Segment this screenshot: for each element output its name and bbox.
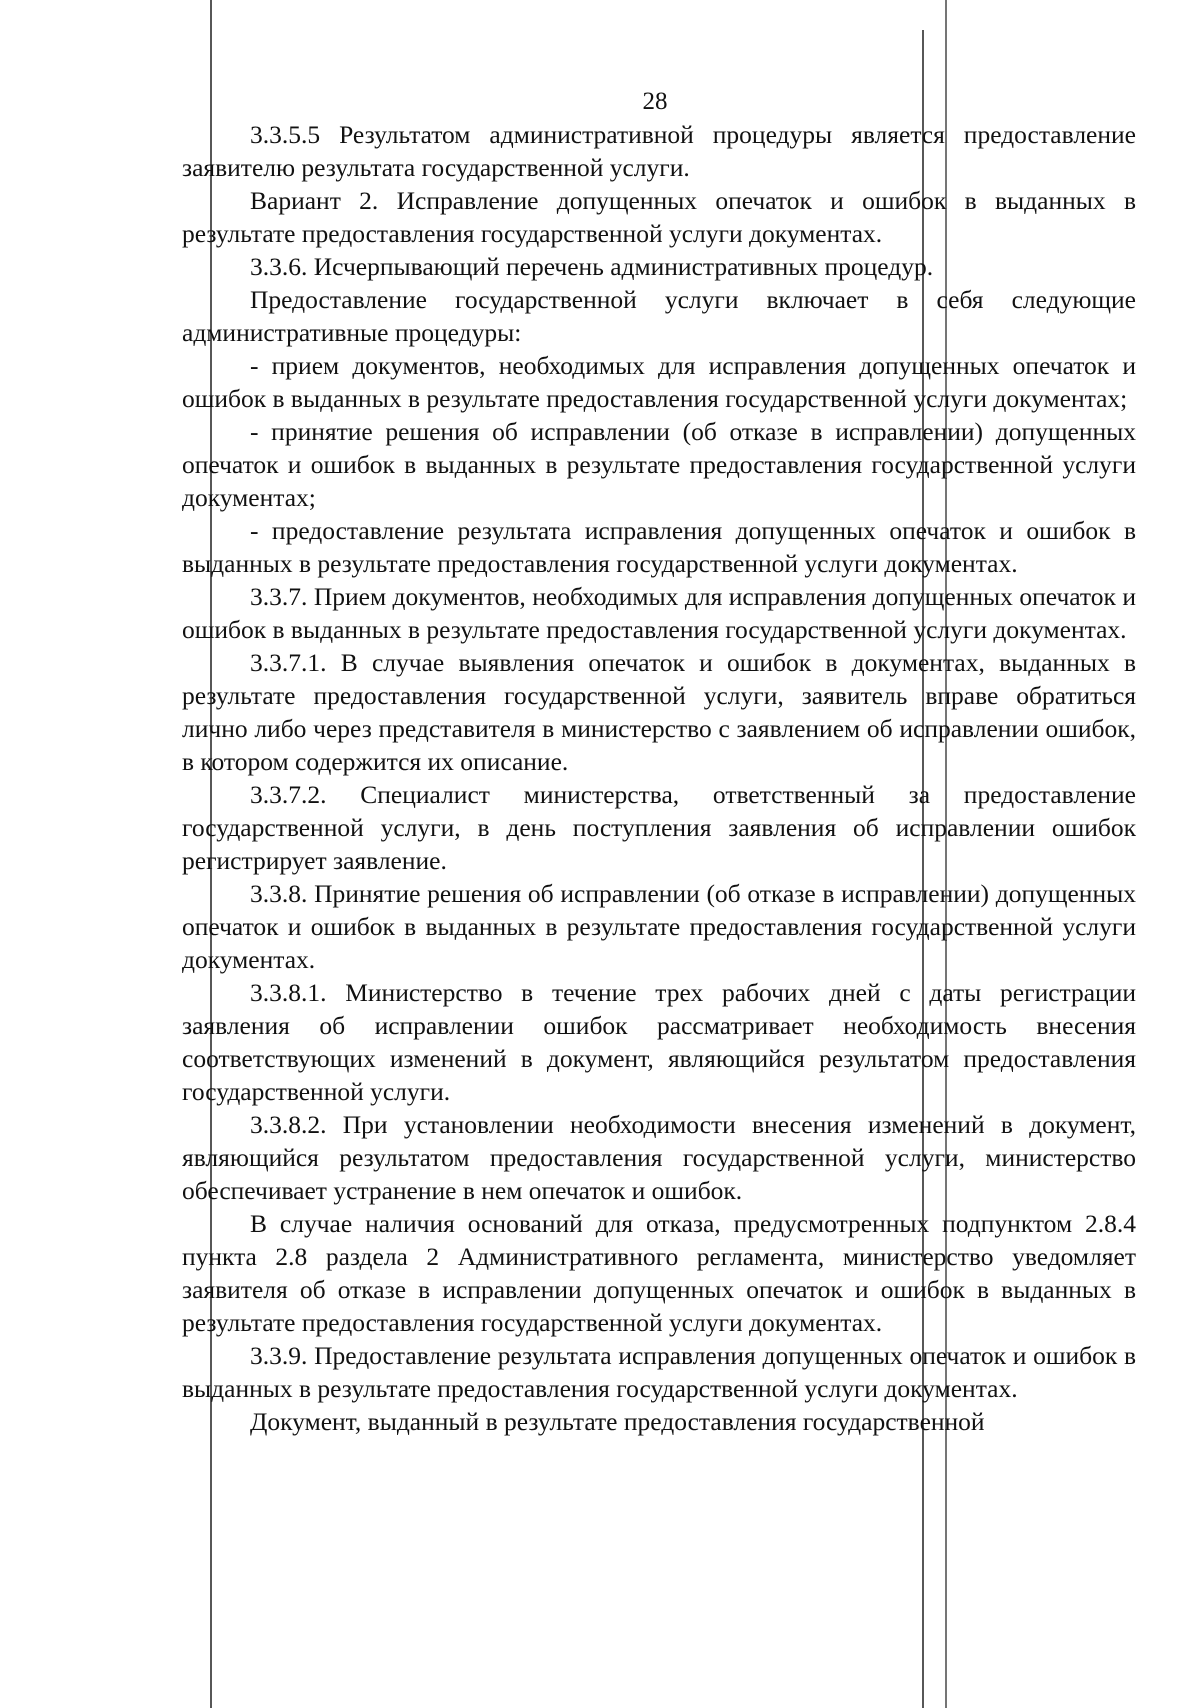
page-number: 28	[642, 88, 668, 115]
paragraph-3-3-6: 3.3.6. Исчерпывающий перечень административных процедур.	[250, 252, 934, 281]
paragraph-3-3-7-2: 3.3.7.2. Специалист министерства, ответственный за предоставление государственной услуги, в день поступления заявления об исправлении ошибок регистрирует заявление.	[182, 780, 1136, 875]
list-item-result: - предоставление результата исправления допущенных опечаток и ошибок в выданных в результате предоставления государственной услуги документах.	[182, 516, 1136, 578]
list-item-decision: - принятие решения об исправлении (об отказе в исправлении) допущенных опечаток и ошибок в выданных в результате предоставления государственной услуги документах;	[182, 417, 1136, 512]
paragraph-3-3-7: 3.3.7. Прием документов, необходимых для исправления допущенных опечаток и ошибок в выданных в результате предоставления государственной услуги документах.	[182, 582, 1136, 644]
paragraph-refusal: В случае наличия оснований для отказа, предусмотренных подпунктом 2.8.4 пункта 2.8 раздела 2 Административного регламента, министерство уведомляет заявителя об отказе в исправлении допущенных опечаток и ошибок в выданных в результате предоставления государственной услуги документах.	[182, 1209, 1136, 1337]
paragraph-3-3-5-5: 3.3.5.5 Результатом административной процедуры является предоставление заявителю результата государственной услуги.	[182, 120, 1136, 182]
list-item-reception: - прием документов, необходимых для исправления допущенных опечаток и ошибок в выданных в результате предоставления государственной услуги документах;	[182, 351, 1136, 413]
paragraph-3-3-8: 3.3.8. Принятие решения об исправлении (об отказе в исправлении) допущенных опечаток и ошибок в выданных в результате предоставления государственной услуги документах.	[182, 879, 1136, 974]
paragraph-3-3-8-2: 3.3.8.2. При установлении необходимости внесения изменений в документ, являющийся результатом предоставления государственной услуги, министерство обеспечивает устранение в нем опечаток и ошибок.	[182, 1110, 1136, 1205]
paragraph-3-3-7-1: 3.3.7.1. В случае выявления опечаток и ошибок в документах, выданных в результате предоставления государственной услуги, заявитель вправе обратиться лично либо через представителя в министерство с заявлением об исправлении ошибок, в котором содержится их описание.	[182, 648, 1136, 776]
paragraph-variant-2: Вариант 2. Исправление допущенных опечаток и ошибок в выданных в результате предоставления государственной услуги документах.	[182, 186, 1136, 248]
paragraph-procedures-intro: Предоставление государственной услуги включает в себя следующие административные процедуры:	[182, 285, 1136, 347]
paragraph-3-3-9: 3.3.9. Предоставление результата исправления допущенных опечаток и ошибок в выданных в результате предоставления государственной услуги документах.	[182, 1341, 1136, 1403]
paragraph-document-issued: Документ, выданный в результате предоставления государственной	[250, 1407, 985, 1436]
document-body	[182, 118, 1136, 1438]
paragraph-3-3-8-1: 3.3.8.1. Министерство в течение трех рабочих дней с даты регистрации заявления об исправлении ошибок рассматривает необходимость внесения соответствующих изменений в документ, являющийся результатом предоставления государственной услуги.	[182, 978, 1136, 1106]
